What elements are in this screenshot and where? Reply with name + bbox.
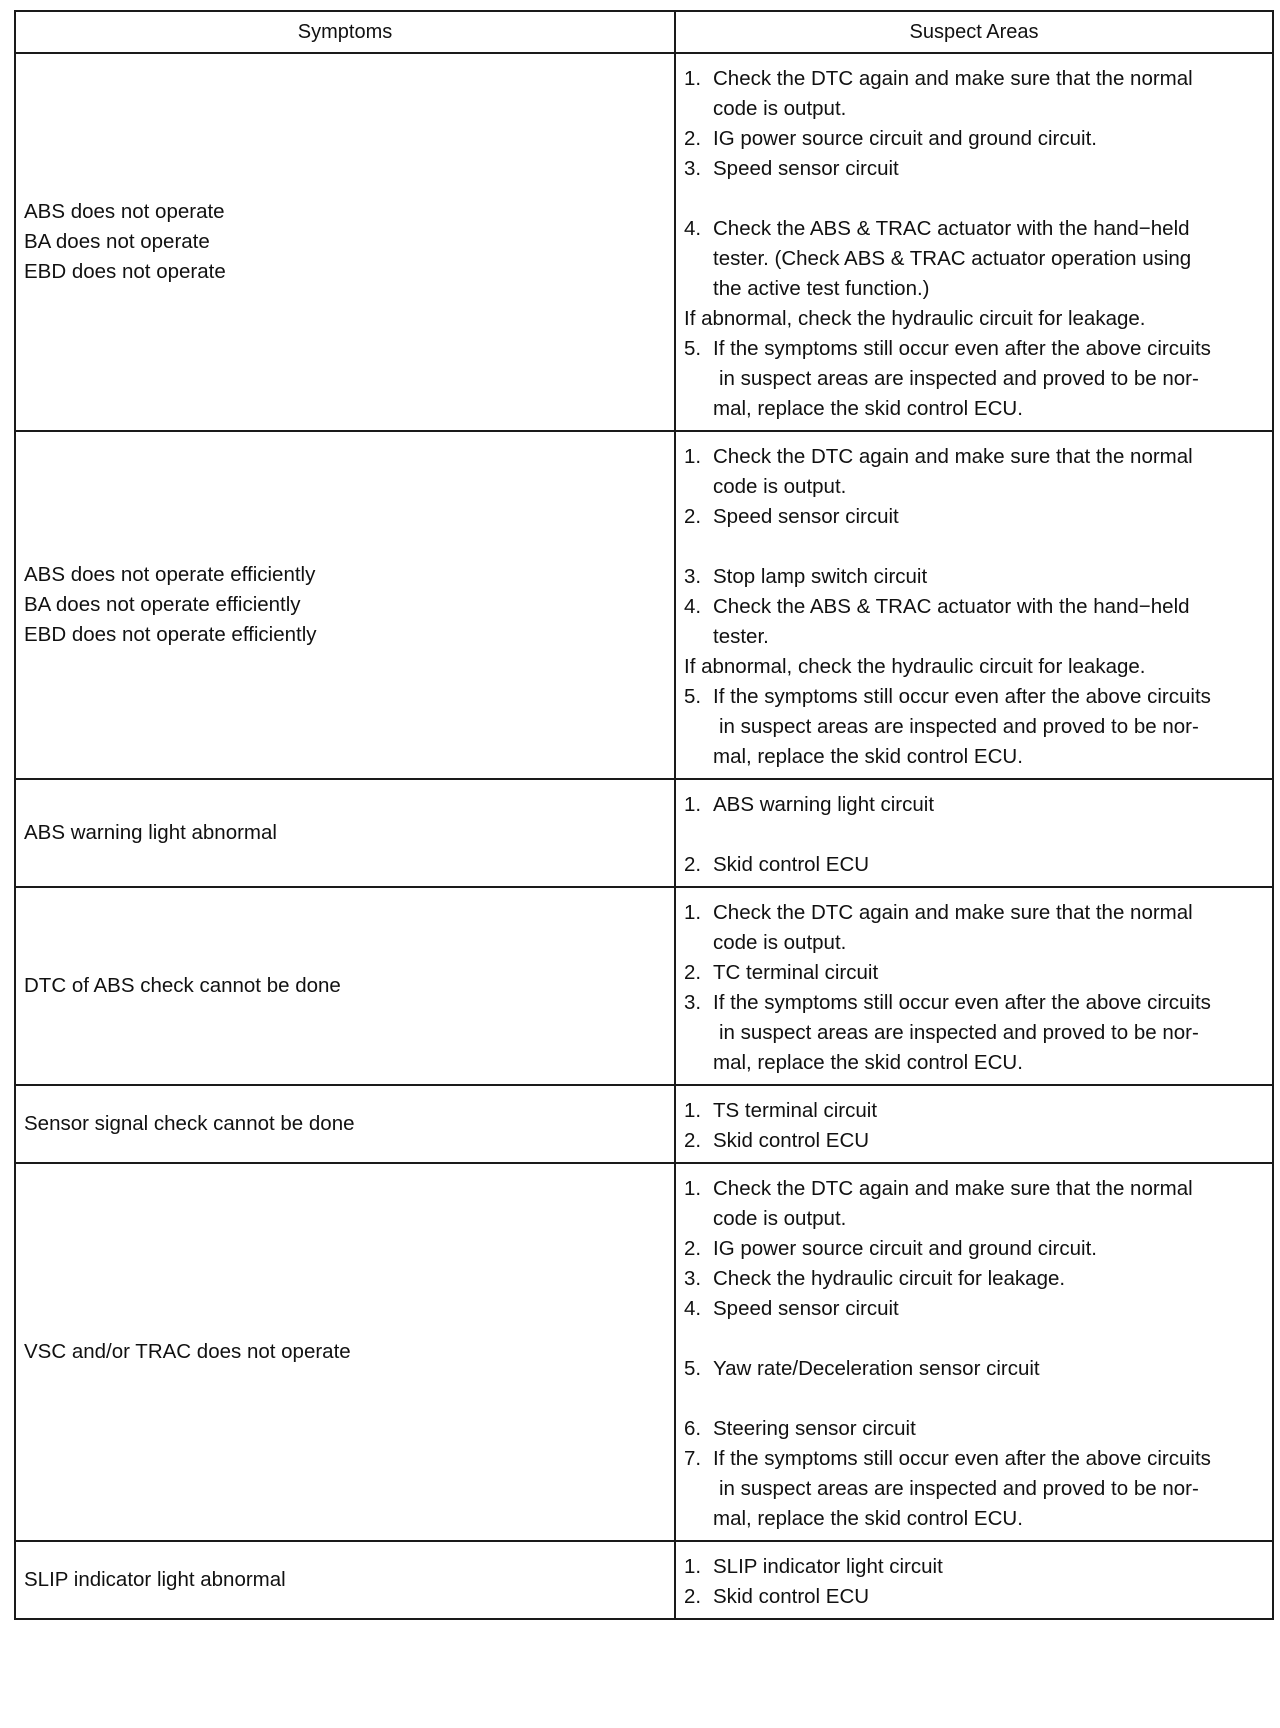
item-number: 2. bbox=[684, 1585, 702, 1608]
item-text: Speed sensor circuit bbox=[713, 157, 899, 180]
blank-line bbox=[684, 1324, 1264, 1354]
item-text: Speed sensor circuit bbox=[713, 1297, 899, 1320]
symptoms-cell bbox=[15, 779, 675, 887]
list-item bbox=[684, 442, 1264, 472]
item-text: If the symptoms still occur even after the above circuits bbox=[713, 1447, 1211, 1470]
symptom-text: Sensor signal check cannot be done bbox=[24, 1112, 355, 1135]
symptom-text: EBD does not operate bbox=[24, 260, 226, 283]
list-item bbox=[684, 154, 1264, 184]
item-text: Steering sensor circuit bbox=[713, 1417, 916, 1440]
item-text: Skid control ECU bbox=[713, 1585, 870, 1608]
symptoms-cell bbox=[15, 1085, 675, 1163]
table-row bbox=[15, 1541, 1273, 1619]
symptoms-table bbox=[14, 10, 1274, 1620]
blank-line bbox=[684, 532, 1264, 562]
list-item bbox=[684, 850, 1264, 880]
item-number: 3. bbox=[684, 1267, 702, 1290]
suspect-areas-cell bbox=[675, 1541, 1273, 1619]
continuation-line: in suspect areas are inspected and proved to be nor- bbox=[719, 715, 1199, 738]
symptom-text: ABS warning light abnormal bbox=[24, 821, 277, 844]
list-item bbox=[684, 1126, 1264, 1156]
symptom-text: EBD does not operate efficiently bbox=[24, 623, 317, 646]
continuation-line: code is output. bbox=[713, 97, 847, 120]
table-row bbox=[15, 1085, 1273, 1163]
list-item bbox=[684, 1354, 1264, 1384]
list-item bbox=[684, 64, 1264, 94]
item-number: 4. bbox=[684, 595, 702, 618]
item-number: 6. bbox=[684, 1417, 702, 1440]
symptom-text: BA does not operate efficiently bbox=[24, 593, 301, 616]
list-item bbox=[684, 958, 1264, 988]
item-number: 3. bbox=[684, 565, 702, 588]
item-text: Skid control ECU bbox=[713, 1129, 870, 1152]
list-item bbox=[684, 790, 1264, 820]
item-number: 1. bbox=[684, 1177, 702, 1200]
item-text: Check the hydraulic circuit for leakage. bbox=[713, 1267, 1066, 1290]
item-text: IG power source circuit and ground circuit. bbox=[713, 127, 1097, 150]
item-number: 1. bbox=[684, 793, 702, 816]
suspect-areas-header: Suspect Areas bbox=[675, 11, 1273, 53]
table-body bbox=[15, 53, 1273, 1619]
item-text: Check the DTC again and make sure that the normal bbox=[713, 1177, 1193, 1200]
continuation-line: in suspect areas are inspected and proved to be nor- bbox=[719, 1021, 1199, 1044]
item-number: 2. bbox=[684, 961, 702, 984]
item-number: 2. bbox=[684, 1237, 702, 1260]
item-number: 5. bbox=[684, 337, 702, 360]
continuation-line: code is output. bbox=[713, 1207, 847, 1230]
item-text: If the symptoms still occur even after the above circuits bbox=[713, 337, 1211, 360]
table-row bbox=[15, 431, 1273, 779]
continuation-line: in suspect areas are inspected and proved to be nor- bbox=[719, 1477, 1199, 1500]
symptom-text: BA does not operate bbox=[24, 230, 210, 253]
blank-line bbox=[684, 820, 1264, 850]
suspect-areas-cell bbox=[675, 779, 1273, 887]
symptom-text: ABS does not operate bbox=[24, 200, 225, 223]
list-item bbox=[684, 988, 1264, 1018]
list-item bbox=[684, 1174, 1264, 1204]
list-item bbox=[684, 682, 1264, 712]
list-item bbox=[684, 1264, 1264, 1294]
blank-line bbox=[684, 1384, 1264, 1414]
table-row bbox=[15, 1163, 1273, 1541]
continuation-line: mal, replace the skid control ECU. bbox=[713, 1507, 1023, 1530]
symptoms-cell bbox=[15, 1163, 675, 1541]
suspect-areas-cell bbox=[675, 53, 1273, 431]
symptoms-cell bbox=[15, 431, 675, 779]
suspect-areas-cell bbox=[675, 887, 1273, 1085]
item-number: 1. bbox=[684, 67, 702, 90]
table-row bbox=[15, 779, 1273, 887]
symptoms-header: Symptoms bbox=[15, 11, 675, 53]
list-item bbox=[684, 124, 1264, 154]
continuation-line: in suspect areas are inspected and proved to be nor- bbox=[719, 367, 1199, 390]
item-text: ABS warning light circuit bbox=[713, 793, 935, 816]
note-line: If abnormal, check the hydraulic circuit for leakage. bbox=[684, 307, 1146, 330]
list-item bbox=[684, 1414, 1264, 1444]
item-number: 4. bbox=[684, 217, 702, 240]
item-text: Check the DTC again and make sure that the normal bbox=[713, 67, 1193, 90]
item-number: 7. bbox=[684, 1447, 702, 1470]
item-number: 2. bbox=[684, 505, 702, 528]
item-text: Skid control ECU bbox=[713, 853, 870, 876]
continuation-line: mal, replace the skid control ECU. bbox=[713, 397, 1023, 420]
blank-line bbox=[684, 184, 1264, 214]
list-item bbox=[684, 502, 1264, 532]
item-text: SLIP indicator light circuit bbox=[713, 1555, 943, 1578]
symptom-text: ABS does not operate efficiently bbox=[24, 563, 316, 586]
item-text: TC terminal circuit bbox=[713, 961, 879, 984]
symptoms-cell bbox=[15, 887, 675, 1085]
list-item bbox=[684, 898, 1264, 928]
list-item bbox=[684, 1444, 1264, 1474]
symptoms-cell bbox=[15, 53, 675, 431]
list-item bbox=[684, 1096, 1264, 1126]
item-text: If the symptoms still occur even after the above circuits bbox=[713, 685, 1211, 708]
list-item bbox=[684, 214, 1264, 244]
suspect-areas-cell bbox=[675, 431, 1273, 779]
item-number: 1. bbox=[684, 1555, 702, 1578]
item-number: 1. bbox=[684, 1099, 702, 1122]
list-item bbox=[684, 1294, 1264, 1324]
item-text: Check the ABS & TRAC actuator with the hand−held bbox=[713, 595, 1190, 618]
item-number: 1. bbox=[684, 901, 702, 924]
item-text: Stop lamp switch circuit bbox=[713, 565, 928, 588]
item-number: 2. bbox=[684, 853, 702, 876]
item-text: Check the DTC again and make sure that the normal bbox=[713, 901, 1193, 924]
suspect-areas-cell bbox=[675, 1163, 1273, 1541]
continuation-line: tester. (Check ABS & TRAC actuator operation using bbox=[713, 247, 1192, 270]
table-row bbox=[15, 53, 1273, 431]
item-text: Yaw rate/Deceleration sensor circuit bbox=[713, 1357, 1040, 1380]
note-line: If abnormal, check the hydraulic circuit for leakage. bbox=[684, 655, 1146, 678]
item-number: 1. bbox=[684, 445, 702, 468]
symptoms-cell bbox=[15, 1541, 675, 1619]
item-text: TS terminal circuit bbox=[713, 1099, 878, 1122]
continuation-line: mal, replace the skid control ECU. bbox=[713, 1051, 1023, 1074]
continuation-line: tester. bbox=[713, 625, 769, 648]
item-number: 5. bbox=[684, 1357, 702, 1380]
item-number: 2. bbox=[684, 1129, 702, 1152]
symptom-text: DTC of ABS check cannot be done bbox=[24, 974, 341, 997]
item-number: 3. bbox=[684, 991, 702, 1014]
item-text: If the symptoms still occur even after the above circuits bbox=[713, 991, 1211, 1014]
symptom-text: VSC and/or TRAC does not operate bbox=[24, 1340, 351, 1363]
item-text: Speed sensor circuit bbox=[713, 505, 899, 528]
list-item bbox=[684, 562, 1264, 592]
item-number: 4. bbox=[684, 1297, 702, 1320]
list-item bbox=[684, 592, 1264, 622]
item-text: Check the DTC again and make sure that the normal bbox=[713, 445, 1193, 468]
item-text: IG power source circuit and ground circuit. bbox=[713, 1237, 1097, 1260]
continuation-line: mal, replace the skid control ECU. bbox=[713, 745, 1023, 768]
continuation-line: code is output. bbox=[713, 475, 847, 498]
item-text: Check the ABS & TRAC actuator with the hand−held bbox=[713, 217, 1190, 240]
list-item bbox=[684, 1552, 1264, 1582]
header-row bbox=[15, 11, 1273, 53]
list-item bbox=[684, 334, 1264, 364]
symptom-text: SLIP indicator light abnormal bbox=[24, 1568, 286, 1591]
item-number: 2. bbox=[684, 127, 702, 150]
suspect-areas-cell bbox=[675, 1085, 1273, 1163]
table-row bbox=[15, 887, 1273, 1085]
continuation-line: code is output. bbox=[713, 931, 847, 954]
list-item bbox=[684, 1582, 1264, 1612]
item-number: 5. bbox=[684, 685, 702, 708]
continuation-line: the active test function.) bbox=[713, 277, 930, 300]
list-item bbox=[684, 1234, 1264, 1264]
item-number: 3. bbox=[684, 157, 702, 180]
